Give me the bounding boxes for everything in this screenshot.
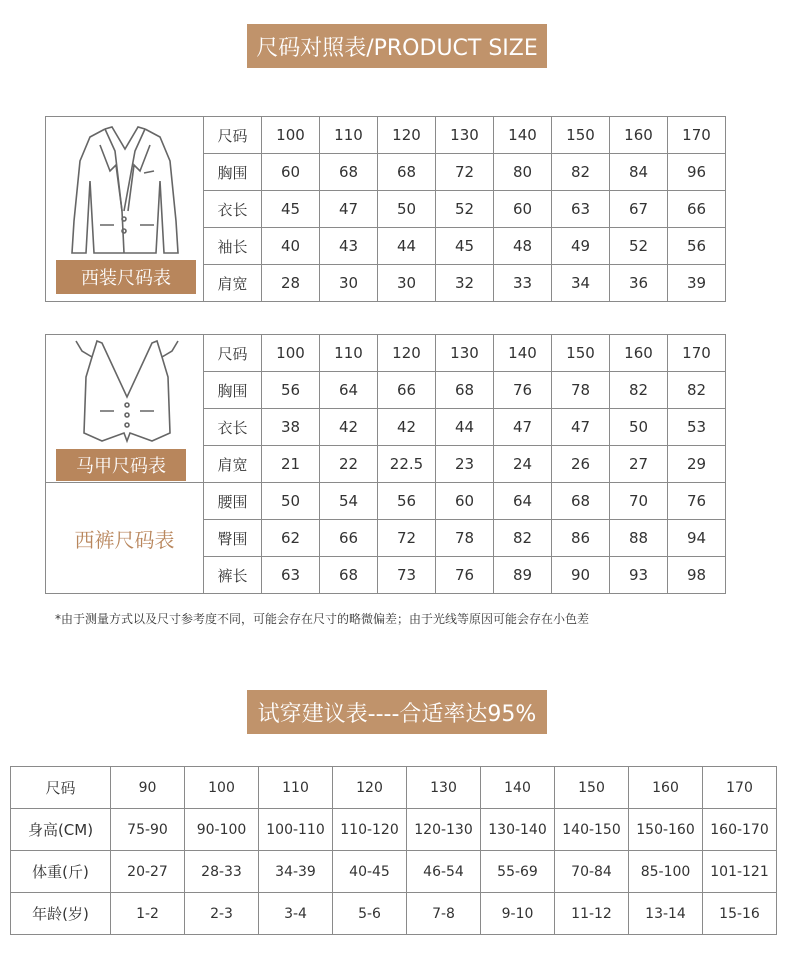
table-cell: 90 — [552, 557, 610, 594]
table-cell: 60 — [262, 154, 320, 191]
row-label: 年龄(岁) — [11, 893, 111, 935]
table-cell: 170 — [668, 117, 726, 154]
table-cell: 42 — [320, 409, 378, 446]
table-cell: 78 — [436, 520, 494, 557]
table-cell: 28-33 — [185, 851, 259, 893]
table-cell: 82 — [668, 372, 726, 409]
table-cell: 72 — [436, 154, 494, 191]
table-cell: 100 — [185, 767, 259, 809]
table-cell: 40 — [262, 228, 320, 265]
table-cell: 15-16 — [703, 893, 777, 935]
table-cell: 120-130 — [407, 809, 481, 851]
table-cell: 46-54 — [407, 851, 481, 893]
row-label: 尺码 — [204, 117, 262, 154]
table-cell: 22 — [320, 446, 378, 483]
table-cell: 130-140 — [481, 809, 555, 851]
table-cell: 39 — [668, 265, 726, 302]
table-cell: 160-170 — [703, 809, 777, 851]
table-cell: 68 — [320, 154, 378, 191]
table-cell: 52 — [436, 191, 494, 228]
table-cell: 170 — [703, 767, 777, 809]
table-cell: 66 — [668, 191, 726, 228]
table-cell: 9-10 — [481, 893, 555, 935]
table-cell: 44 — [378, 228, 436, 265]
table-cell: 1-2 — [111, 893, 185, 935]
table-cell: 82 — [494, 520, 552, 557]
table-cell: 130 — [436, 335, 494, 372]
table-cell: 50 — [378, 191, 436, 228]
table-cell: 63 — [552, 191, 610, 228]
table-row — [46, 117, 726, 154]
table-cell: 38 — [262, 409, 320, 446]
table-cell: 66 — [378, 372, 436, 409]
table-cell: 36 — [610, 265, 668, 302]
suit-size-table — [45, 116, 726, 302]
table-row — [11, 851, 777, 893]
table-cell: 73 — [378, 557, 436, 594]
table-cell: 11-12 — [555, 893, 629, 935]
table-cell: 160 — [629, 767, 703, 809]
table-cell: 30 — [320, 265, 378, 302]
table-cell: 150 — [552, 117, 610, 154]
table-cell: 93 — [610, 557, 668, 594]
table-cell: 82 — [610, 372, 668, 409]
table-cell: 90-100 — [185, 809, 259, 851]
table-cell: 100 — [262, 117, 320, 154]
table-cell: 100-110 — [259, 809, 333, 851]
table-cell: 47 — [552, 409, 610, 446]
table-cell: 68 — [320, 557, 378, 594]
table-row — [11, 767, 777, 809]
table-cell: 82 — [552, 154, 610, 191]
row-label: 袖长 — [204, 228, 262, 265]
table-cell: 160 — [610, 335, 668, 372]
vest-icon — [72, 337, 182, 447]
fit-advice-title: 试穿建议表----合适率达95% — [247, 690, 547, 734]
table-row — [46, 483, 726, 520]
table-cell: 5-6 — [333, 893, 407, 935]
table-cell: 53 — [668, 409, 726, 446]
table-cell: 47 — [320, 191, 378, 228]
measurement-note: *由于测量方式以及尺寸参考度不同，可能会存在尺寸的略微偏差；由于光线等原因可能会存在小色差 — [55, 612, 590, 626]
table-cell: 140-150 — [555, 809, 629, 851]
table-cell: 28 — [262, 265, 320, 302]
table-cell: 170 — [668, 335, 726, 372]
table-cell: 85-100 — [629, 851, 703, 893]
table-cell: 68 — [552, 483, 610, 520]
table-cell: 47 — [494, 409, 552, 446]
table-cell: 21 — [262, 446, 320, 483]
table-cell: 75-90 — [111, 809, 185, 851]
table-cell: 45 — [262, 191, 320, 228]
table-cell: 110 — [259, 767, 333, 809]
table-cell: 78 — [552, 372, 610, 409]
table-cell: 22.5 — [378, 446, 436, 483]
table-cell: 55-69 — [481, 851, 555, 893]
table-cell: 42 — [378, 409, 436, 446]
table-cell: 3-4 — [259, 893, 333, 935]
vest-pants-size-table — [45, 334, 726, 594]
size-chart-title: 尺码对照表/PRODUCT SIZE — [247, 24, 547, 68]
table-cell: 140 — [494, 117, 552, 154]
table-cell: 76 — [668, 483, 726, 520]
table-cell: 52 — [610, 228, 668, 265]
row-label: 肩宽 — [204, 265, 262, 302]
table-cell: 48 — [494, 228, 552, 265]
row-label: 尺码 — [11, 767, 111, 809]
table-cell: 110-120 — [333, 809, 407, 851]
table-cell: 76 — [436, 557, 494, 594]
row-label: 身高(CM) — [11, 809, 111, 851]
table-cell: 64 — [494, 483, 552, 520]
fit-advice-table — [10, 766, 777, 935]
table-cell: 96 — [668, 154, 726, 191]
row-label: 衣长 — [204, 191, 262, 228]
row-label: 肩宽 — [204, 446, 262, 483]
table-cell: 150 — [552, 335, 610, 372]
table-cell: 68 — [378, 154, 436, 191]
table-cell: 70 — [610, 483, 668, 520]
vest-size-badge: 马甲尺码表 — [56, 449, 186, 481]
table-cell: 43 — [320, 228, 378, 265]
table-cell: 44 — [436, 409, 494, 446]
table-cell: 26 — [552, 446, 610, 483]
table-cell: 150-160 — [629, 809, 703, 851]
table-cell: 120 — [378, 117, 436, 154]
table-cell: 56 — [262, 372, 320, 409]
table-cell: 76 — [494, 372, 552, 409]
table-cell: 90 — [111, 767, 185, 809]
table-cell: 110 — [320, 117, 378, 154]
row-label: 裤长 — [204, 557, 262, 594]
row-label: 腰围 — [204, 483, 262, 520]
row-label: 尺码 — [204, 335, 262, 372]
table-cell: 60 — [494, 191, 552, 228]
table-cell: 140 — [481, 767, 555, 809]
table-cell: 100 — [262, 335, 320, 372]
table-cell: 70-84 — [555, 851, 629, 893]
table-cell: 7-8 — [407, 893, 481, 935]
table-cell: 2-3 — [185, 893, 259, 935]
table-cell: 50 — [262, 483, 320, 520]
table-cell: 56 — [668, 228, 726, 265]
table-cell: 120 — [378, 335, 436, 372]
table-cell: 13-14 — [629, 893, 703, 935]
table-cell: 130 — [436, 117, 494, 154]
table-cell: 120 — [333, 767, 407, 809]
table-cell: 130 — [407, 767, 481, 809]
table-cell: 94 — [668, 520, 726, 557]
table-cell: 140 — [494, 335, 552, 372]
table-cell: 32 — [436, 265, 494, 302]
table-cell: 101-121 — [703, 851, 777, 893]
table-cell: 60 — [436, 483, 494, 520]
table-cell: 24 — [494, 446, 552, 483]
row-label: 衣长 — [204, 409, 262, 446]
table-cell: 66 — [320, 520, 378, 557]
table-cell: 72 — [378, 520, 436, 557]
table-cell: 49 — [552, 228, 610, 265]
table-cell: 68 — [436, 372, 494, 409]
row-label: 胸围 — [204, 154, 262, 191]
table-row — [46, 335, 726, 372]
table-cell: 160 — [610, 117, 668, 154]
table-cell: 33 — [494, 265, 552, 302]
row-label: 臀围 — [204, 520, 262, 557]
table-cell: 45 — [436, 228, 494, 265]
table-cell: 84 — [610, 154, 668, 191]
table-cell: 20-27 — [111, 851, 185, 893]
table-cell: 23 — [436, 446, 494, 483]
table-cell: 29 — [668, 446, 726, 483]
table-row — [11, 809, 777, 851]
table-cell: 80 — [494, 154, 552, 191]
table-cell: 89 — [494, 557, 552, 594]
table-cell: 86 — [552, 520, 610, 557]
row-label: 胸围 — [204, 372, 262, 409]
table-cell: 54 — [320, 483, 378, 520]
pants-size-label: 西裤尺码表 — [46, 483, 204, 594]
suit-jacket-icon — [60, 121, 190, 261]
table-cell: 67 — [610, 191, 668, 228]
suit-size-badge: 西装尺码表 — [56, 260, 196, 294]
table-cell: 27 — [610, 446, 668, 483]
table-cell: 98 — [668, 557, 726, 594]
table-cell: 34-39 — [259, 851, 333, 893]
table-cell: 88 — [610, 520, 668, 557]
table-cell: 110 — [320, 335, 378, 372]
table-cell: 62 — [262, 520, 320, 557]
table-cell: 34 — [552, 265, 610, 302]
table-cell: 40-45 — [333, 851, 407, 893]
table-cell: 50 — [610, 409, 668, 446]
table-cell: 64 — [320, 372, 378, 409]
vest-illustration-cell — [46, 335, 204, 483]
suit-illustration-cell — [46, 117, 204, 302]
table-row — [11, 893, 777, 935]
table-cell: 150 — [555, 767, 629, 809]
table-cell: 30 — [378, 265, 436, 302]
table-cell: 56 — [378, 483, 436, 520]
row-label: 体重(斤) — [11, 851, 111, 893]
table-cell: 63 — [262, 557, 320, 594]
